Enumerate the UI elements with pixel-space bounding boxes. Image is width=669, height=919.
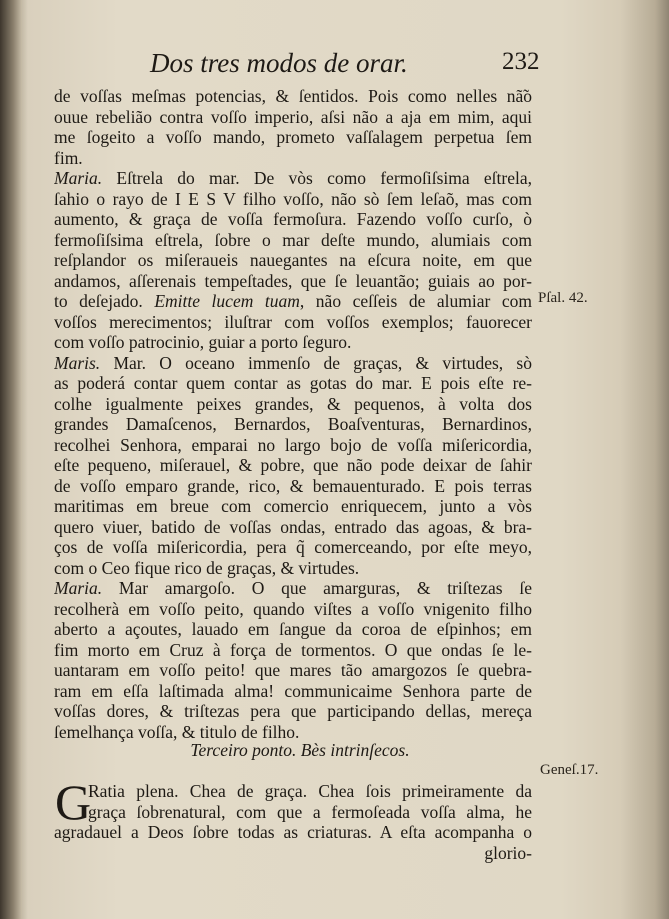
text-line: ouue rebelião contra voſſo imperio, aſsi não a aja em mim, aqui: [54, 106, 532, 127]
text-line: colhe igualmente peixes grandes, & pequenos, à volta dos: [54, 393, 532, 414]
text-line: Maris. Mar. O oceano immenſo de graças, & virtudes, sò: [54, 352, 532, 373]
drop-cap: G: [55, 774, 92, 830]
margin-note-genesis: Geneſ.17.: [540, 762, 599, 778]
text-line: to deſejado. Emitte lucem tuam, não ceſſeis de alumiar com: [54, 291, 532, 311]
text-line: agradauel a Deos ſobre todas as criaturas. A eſta acompanha o: [54, 822, 532, 842]
text-line: ſahio o rayo de I E S V filho voſſo, não sò ſem leſaõ, mas com: [54, 188, 532, 209]
page-number: 232: [502, 48, 540, 75]
text-line: eſte pequeno, miſerauel, & pobre, que não pode deixar de ſahir: [54, 455, 532, 475]
text-line: com voſſo patrocinio, guiar a porto ſeguro.: [54, 332, 352, 352]
text-line: reſplandor os miſeraueis nauegantes na eſcura noite, em que: [54, 250, 532, 270]
text-line: voſſos merecimentos; iluſtrar com voſſos exemplos; fauorecer: [54, 311, 532, 332]
text-line: ços de voſſa miſericordia, pera q̃ comerceando, por eſte meyo,: [54, 537, 532, 557]
text-line: de voſſas meſmas potencias, & ſentidos. Pois como nelles nã̃o: [54, 86, 532, 106]
text-line: glorio-: [484, 842, 532, 863]
text-line: Maria. Mar amargoſo. O que amarguras, & triſtezas ſe: [54, 578, 532, 598]
text-line: as poderá contar quem contar as gotas do mar. E pois eſte re-: [54, 373, 532, 393]
text-line: maritimas em breue com comercio enriquecem, junto a vòs: [54, 496, 532, 516]
text-line: ſemelhança voſſa, & titulo de filho.: [54, 721, 300, 742]
text-line: fim morto em Cruz à força de tormentos. O que ondas ſe le-: [54, 639, 532, 660]
text-line: com o Ceo fique rico de graças, & virtudes.: [54, 557, 360, 578]
text-line: fim.: [54, 147, 83, 168]
text-line: quero viuer, batido de voſſas ondas, entrado das agoas, & bra-: [54, 516, 532, 537]
text-line: Maria. Eſtrela do mar. De vòs como fermoſiſsima eſtrela,: [54, 168, 532, 188]
running-title: Dos tres modos de orar.: [150, 48, 408, 78]
main-text-continued: [54, 774, 532, 863]
text-line: Ratia plena. Chea de graça. Chea ſois primeiramente da: [88, 781, 532, 801]
book-spine: [0, 0, 22, 919]
text-line: de voſſo emparo grande, rico, & bemauenturado. E pois terras: [54, 475, 532, 496]
text-line: grandes Damaſcenos, Bernardos, Boaſventuras, Bernardinos,: [54, 414, 532, 434]
text-line: recolherà em voſſo peito, quando viſtes a voſſo vnigenito filho: [54, 598, 532, 619]
text-line: recolhei Senhora, emparai no largo bojo de voſſa miſericordia,: [54, 434, 532, 455]
text-line: andamos, aſſerenais tempeſtades, que ſe leuantão; guiais ao por-: [54, 270, 532, 291]
text-line: me ſogeito a voſſo mando, prometo vaſſalagem perpetua ſem: [54, 127, 532, 147]
text-line: ram em eſſa laſtimada alma! communicaime Senhora parte de: [54, 680, 532, 701]
text-line: aberto a açoutes, lauado em ſangue da coroa de eſpinhos; em: [54, 619, 532, 639]
section-title: Terceiro ponto. Bès intrinſecos.: [190, 740, 410, 760]
text-line: fermoſiſsima eſtrela, ſobre o mar deſte mundo, alumiais com: [54, 229, 532, 250]
margin-note-psalm: Pſal. 42.: [538, 290, 588, 306]
text-line: uantaram em voſſo peito! que mares tão amargozos ſe quebra-: [54, 660, 532, 680]
text-line: aumento, & graça de voſſa fermoſura. Fazendo voſſo curſo, ò: [54, 209, 532, 229]
text-line: graça ſobrenatural, com que a fermoſeada voſſa alma, he: [88, 801, 532, 822]
text-line: voſſas dores, & triſtezas pera que participando dellas, mereça: [54, 701, 532, 721]
main-text: [54, 86, 532, 742]
